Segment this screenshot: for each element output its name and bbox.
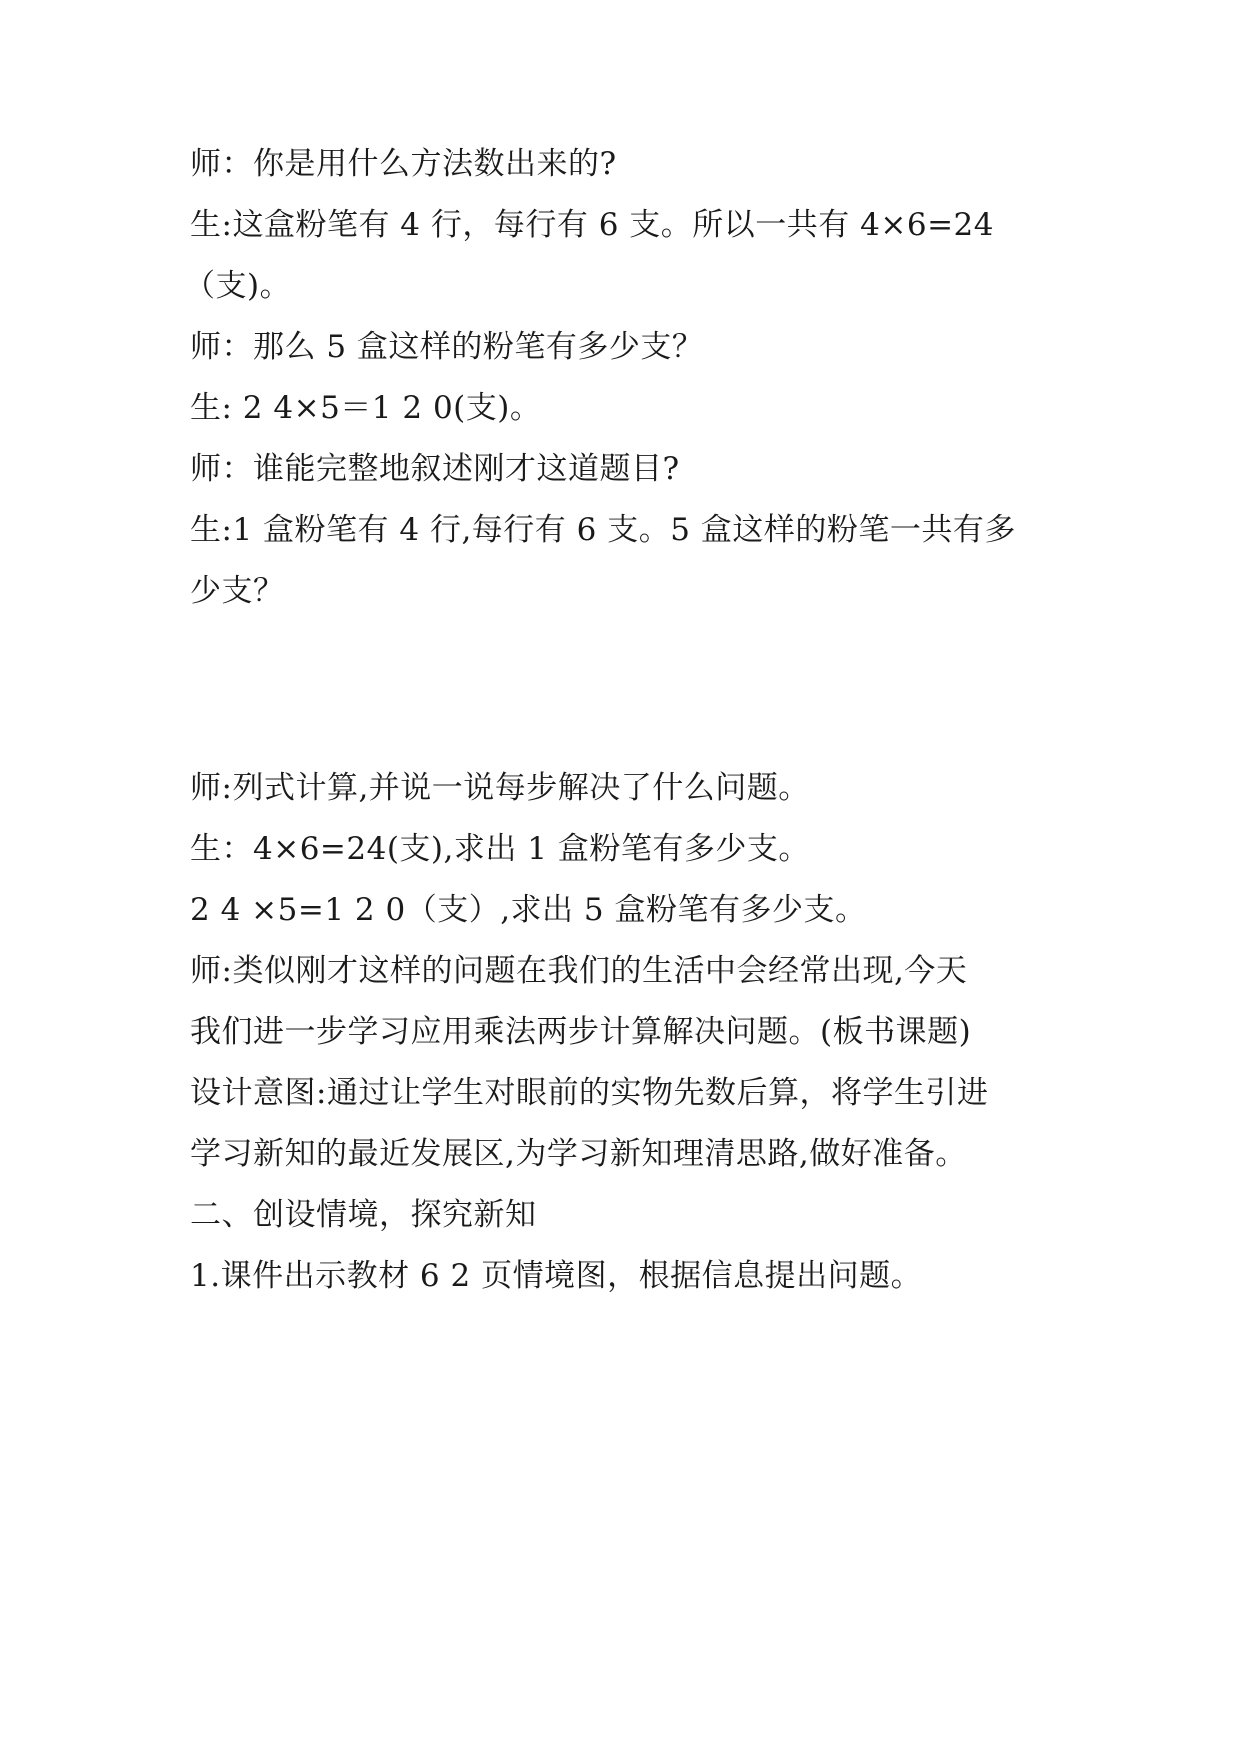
text-line: 生:1 盒粉笔有 4 行,每行有 6 支。5 盒这样的粉笔一共有多 <box>190 512 1016 548</box>
section-heading: 二、创设情境，探究新知 <box>190 1197 537 1233</box>
text-line: 生：4×6=24(支),求出 1 盒粉笔有多少支。 <box>190 831 810 867</box>
text-line: 生: 2 4×5＝1 2 0(支)。 <box>190 390 542 426</box>
text-line: 师：那么 5 盒这样的粉笔有多少支？ <box>190 329 704 365</box>
text-line: 师:列式计算,并说一说每步解决了什么问题。 <box>190 770 810 806</box>
text-line: 学习新知的最近发展区,为学习新知理清思路,做好准备。 <box>190 1136 967 1172</box>
text-line: 少支？ <box>190 573 285 609</box>
text-line: 生:这盒粉笔有 4 行，每行有 6 支。所以一共有 4×6=24 <box>190 207 995 243</box>
text-line: 2 4 ×5=1 2 0（支）,求出 5 盒粉笔有多少支。 <box>190 892 867 928</box>
text-line: 1.课件出示教材 6 2 页情境图，根据信息提出问题。 <box>190 1258 923 1294</box>
text-line: 师:类似刚才这样的问题在我们的生活中会经常出现,今天 <box>190 953 968 989</box>
text-line: 师：你是用什么方法数出来的? <box>190 146 617 182</box>
text-line: 我们进一步学习应用乘法两步计算解决问题。(板书课题) <box>190 1014 972 1050</box>
text-line: 师：谁能完整地叙述刚才这道题目? <box>190 451 680 487</box>
text-line: （支)。 <box>184 268 292 304</box>
text-line: 设计意图:通过让学生对眼前的实物先数后算，将学生引进 <box>190 1075 989 1111</box>
